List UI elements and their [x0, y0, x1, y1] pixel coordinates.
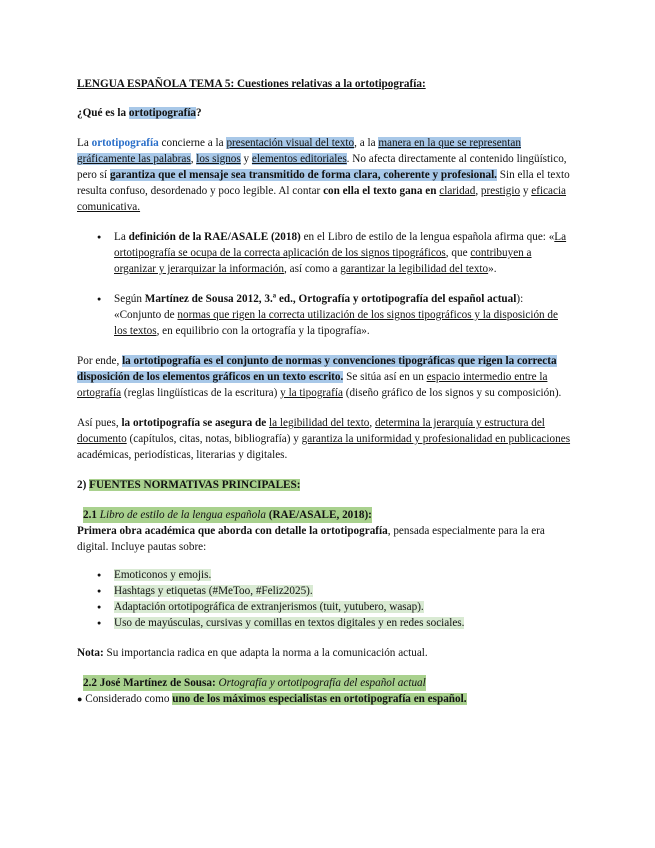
list-item: ● La definición de la RAE/ASALE (2018) en el Libro de estilo de la lengua española afirma que: «La ortotipografía se ocupa de la correcta aplicación de los signos tipográficos, que contribuyen a organizar y jerarquizar la información, así como a garantizar la legibilidad del texto».: [77, 229, 571, 277]
paragraph-conclusion: Por ende, la ortotipografía es el conjunto de normas y convenciones tipográficas que rigen la correcta disposición de los elementos gráficos en un texto escrito. Se sitúa así en un espacio intermedio entre la ortografía (reglas lingüísticas de la escritura) y la tipografía (diseño gráfico de los signos y su composición).: [77, 355, 562, 399]
subsection-intro: Primera obra académica que aborda con detalle la ortotipografía, pensada especialmente para la era digital. Incluye pautas sobre:: [77, 525, 545, 553]
section-heading: 2) FUENTES NORMATIVAS PRINCIPALES:: [77, 479, 301, 491]
list-item: ● Según Martínez de Sousa 2012, 3.ª ed., Ortografía y ortotipografía del español actual): «Conjunto de normas que rigen la correcta utilización de los signos tipográficos y la disposición de los textos, en equilibrio con la ortografía y la tipografía».: [77, 291, 571, 339]
definitions-list: [77, 229, 571, 339]
guidelines-list: [77, 567, 571, 631]
subsection-heading: 2.2 José Martínez de Sousa: Ortografía y ortotipografía del español actual: [83, 677, 426, 689]
paragraph-summary: Así pues, la ortotipografía se asegura de la legibilidad del texto, determina la jerarquía y estructura del documento (capítulos, citas, notas, bibliografía) y garantiza la uniformidad y profesionalidad en publicaciones académicas, periodísticas, literarias y digitales.: [77, 417, 571, 461]
paragraph-definition: La ortotipografía concierne a la presentación visual del texto, a la manera en la que se representan gráficamente las palabras, los signos y elementos editoriales. No afecta directamente al contenido lingüístico, pero sí garantiza que el mensaje sea transmitido de forma clara, coherente y profesional. Sin ella el texto resulta confuso, desordenado y poco legible. Al contar con ella el texto gana en claridad, prestigio y eficacia comunicativa.: [77, 137, 570, 213]
list-item: ● Uso de mayúsculas, cursivas y comillas en textos digitales y en redes sociales.: [77, 615, 571, 631]
subsection-2-1: [77, 507, 571, 555]
list-item: ● Hashtags y etiquetas (#MeToo, #Feliz2025).: [77, 583, 571, 599]
question-heading: ¿Qué es la ortotipografía?: [77, 107, 202, 119]
subsection-intro: ● Considerado como uno de los máximos especialistas en ortotipografía en español.: [77, 693, 467, 705]
list-item: ● Emoticonos y emojis.: [77, 567, 571, 583]
note: Nota: Su importancia radica en que adapta la norma a la comunicación actual.: [77, 647, 428, 659]
list-item: ● Adaptación ortotipográfica de extranjerismos (tuit, yutubero, wasap).: [77, 599, 571, 615]
term-ortotipografia: ortotipografía: [91, 137, 159, 149]
document-title: LENGUA ESPAÑOLA TEMA 5: Cuestiones relativas a la ortotipografía:: [77, 78, 426, 90]
document-body: [77, 76, 571, 707]
bullet-icon: ●: [77, 694, 83, 704]
subsection-2-2: [77, 675, 571, 707]
subsection-heading: 2.1 Libro de estilo de la lengua española (RAE/ASALE, 2018):: [83, 509, 372, 521]
